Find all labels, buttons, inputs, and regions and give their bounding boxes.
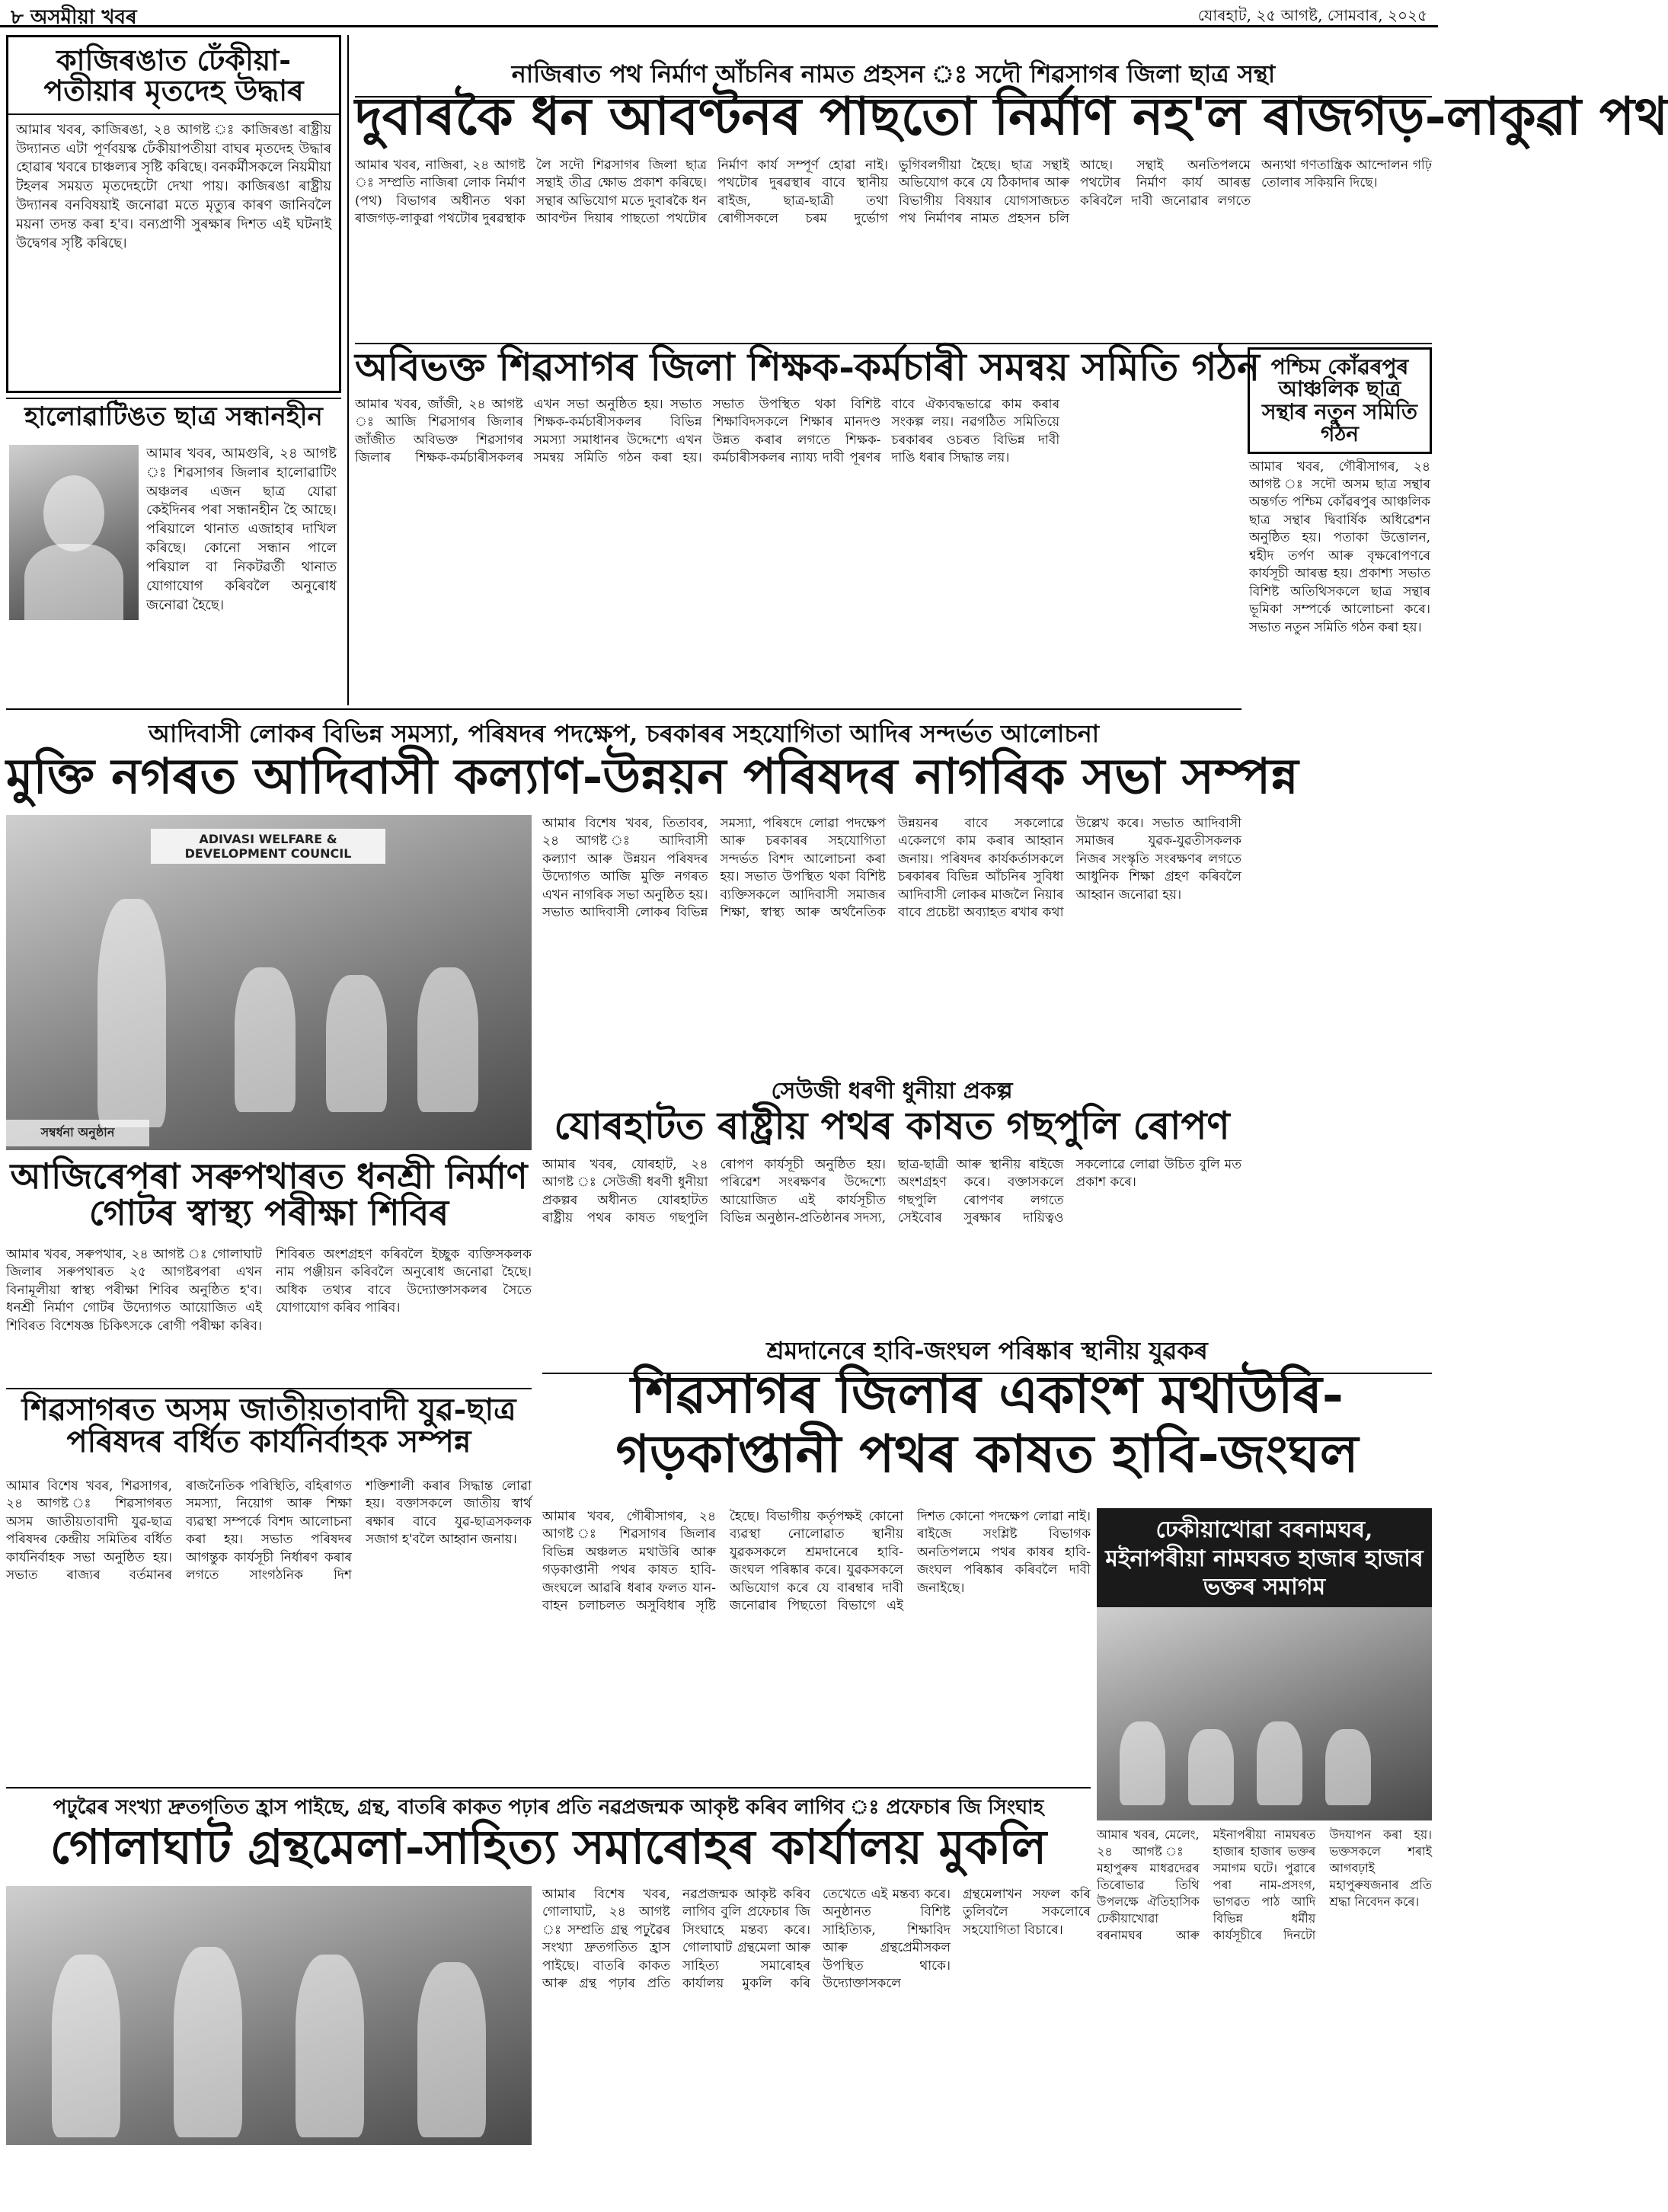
- story-jungle-headline-line1: শিৱসাগৰ জিলাৰ একাংশ মথাউৰি-: [631, 1364, 1344, 1425]
- story-jungle-headline-line2: গড়কাপ্তানী পথৰ কাষত হাবি-জংঘল: [615, 1424, 1359, 1485]
- adivasi-photo-caption: সম্বৰ্ধনা অনুষ্ঠান: [6, 1120, 149, 1146]
- story-halowating: [6, 398, 341, 702]
- student-photo: [9, 445, 139, 620]
- story-teachers-headline: অবিভক্ত শিৱসাগৰ জিলা শিক্ষক-কৰ্মচাৰী সমন্বয় সমিতি গঠন: [355, 344, 1260, 389]
- story-road-body: আমাৰ খবৰ, নাজিৰা, ২৪ আগষ্ট ঃ সম্প্ৰতি নাজিৰা লোক নিৰ্মাণ (পথ) বিভাগৰ অধীনত থকা ৰাজগড়-লাকুৱা পথটোৰ দুৰৱস্থাক লৈ সদৌ শিৱসাগৰ জিলা ছাত্ৰ সন্থাই তীব্ৰ ক্ষোভ প্ৰকাশ কৰিছে। সন্থাৰ অভিযোগ মতে দুবাৰকৈ ধন আবণ্টন দিয়াৰ পাছতো পথটোৰ নিৰ্মাণ কাৰ্য সম্পূৰ্ণ হোৱা নাই। পথটোৰ দুৰৱস্থাৰ বাবে স্থানীয় ৰাইজ, ছাত্ৰ-ছাত্ৰী তথা ৰোগীসকলে চৰম দুৰ্ভোগ ভুগিবলগীয়া হৈছে। ছাত্ৰ সন্থাই অভিযোগ কৰে যে ঠিকাদাৰ আৰু বিভাগীয় বিষয়াৰ যোগসাজচত পথ নিৰ্মাণৰ নামত প্ৰহসন চলি আছে। সন্থাই অনতিপলমে পথটোৰ নিৰ্মাণ কাৰ্য আৰম্ভ কৰিবলৈ দাবী জনোৱাৰ লগতে অন্যথা গণতান্ত্ৰিক আন্দোলন গঢ়ি তোলাৰ সকিয়নি দিছে।: [355, 158, 1432, 227]
- story-bookfair-kicker: পঢ়ুৱৈৰ সংখ্যা দ্ৰুতগতিত হ্ৰাস পাইছে, গ্ৰন্থ, বাতৰি কাকত পঢ়াৰ প্ৰতি নৱপ্ৰজন্মক আকৃষ্ট কৰিব লাগিব ঃ প্ৰফেচাৰ জি সিংঘাহ: [53, 1796, 1044, 1819]
- story-konwarpur-body: আমাৰ খবৰ, গৌৰীসাগৰ, ২৪ আগষ্ট ঃ সদৌ অসম ছাত্ৰ সন্থাৰ অন্তৰ্গত পশ্চিম কোঁৱৰপুৰ আঞ্চলিক ছাত্ৰ সন্থাৰ দ্বিবাৰ্ষিক অধিৱেশন অনুষ্ঠিত হয়। পতাকা উত্তোলন, শ্বহীদ তৰ্পণ আৰু বৃক্ষৰোপণৰে কাৰ্যসূচী আৰম্ভ হয়। প্ৰকাশ্য সভাত বিশিষ্ট অতিথিসকলে ছাত্ৰ সন্থাৰ ভূমিকা সম্পৰ্কে আলোচনা কৰে। সভাত নতুন সমিতি গঠন কৰা হয়।: [1249, 459, 1430, 635]
- story-halowating-headline: হালোৱাটিঙত ছাত্ৰ সন্ধানহীন: [24, 401, 323, 432]
- story-health-camp-body: আমাৰ খবৰ, সৰুপথাৰ, ২৪ আগষ্ট ঃ গোলাঘাট জিলাৰ সৰুপথাৰত ২৫ আগষ্টৰপৰা এখন বিনামূলীয়া স্বাস্থ্য পৰীক্ষা শিবিৰ অনুষ্ঠিত হ'ব। ধনশ্ৰী নিৰ্মাণ গোটৰ উদ্যোগত আয়োজিত এই শিবিৰত বিশেষজ্ঞ চিকিৎসকে ৰোগী পৰীক্ষা কৰিব। শিবিৰত অংশগ্ৰহণ কৰিবলৈ ইচ্ছুক ব্যক্তিসকলক নাম পঞ্জীয়ন কৰিবলৈ অনুৰোধ জনোৱা হৈছে। অধিক তথ্যৰ বাবে উদ্যোক্তাসকলৰ সৈতে যোগাযোগ কৰিব পাৰিব।: [6, 1247, 532, 1334]
- story-halowating-body: আমাৰ খবৰ, আমগুৰি, ২৪ আগষ্ট ঃ শিৱসাগৰ জিলাৰ হালোৱাটিং অঞ্চলৰ এজন ছাত্ৰ যোৱা কেইদিনৰ পৰা সন্ধানহীন হৈ আছে। পৰিয়ালে থানাত এজাহাৰ দাখিল কৰিছে। কোনো সন্ধান পালে পৰিয়াল বা নিকটৱৰ্তী থানাত যোগাযোগ কৰিবলৈ অনুৰোধ জনোৱা হৈছে।: [146, 446, 337, 613]
- bookfair-ribbon-photo: [6, 1886, 532, 2145]
- story-kaziranga: [6, 35, 341, 393]
- story-sapling-headline: যোৰহাটত ৰাষ্ট্ৰীয় পথৰ কাষত গছপুলি ৰোপণ: [554, 1103, 1230, 1148]
- story-adivasi-headline: মুক্তি নগৰত আদিবাসী কল্যাণ-উন্নয়ন পৰিষদৰ নাগৰিক সভা সম্পন্ন: [6, 748, 1299, 805]
- story-health-camp-headline: আজিৰেপৰা সৰুপথাৰত ধনশ্ৰী নিৰ্মাণ গোটৰ স্বাস্থ্য পৰীক্ষা শিবিৰ: [10, 1156, 528, 1234]
- council-banner: ADIVASI WELFARE & DEVELOPMENT COUNCIL: [151, 829, 385, 864]
- story-teachers-body: আমাৰ খবৰ, জাঁজী, ২৪ আগষ্ট ঃ আজি শিৱসাগৰ জিলাৰ জাঁজীত অবিভক্ত শিৱসাগৰ জিলাৰ শিক্ষক-কৰ্মচাৰীসকলৰ এখন সভা অনুষ্ঠিত হয়। সভাত শিক্ষক-কৰ্মচাৰীসকলৰ বিভিন্ন সমস্যা সমাধানৰ উদ্দেশ্যে এখন সমন্বয় সমিতি গঠন কৰা হয়। সভাত উপস্থিত থকা বিশিষ্ট শিক্ষাবিদসকলে শিক্ষাৰ মানদণ্ড উন্নত কৰাৰ লগতে শিক্ষক-কৰ্মচাৰীসকলৰ ন্যায্য দাবী পূৰণৰ বাবে ঐক্যবদ্ধভাৱে কাম কৰাৰ সংকল্প লয়। নৱগঠিত সমিতিয়ে চৰকাৰৰ ওচৰত বিভিন্ন দাবী দাঙি ধৰাৰ সিদ্ধান্ত লয়।: [355, 397, 1060, 466]
- story-bookfair-body: আমাৰ বিশেষ খবৰ, গোলাঘাট, ২৪ আগষ্ট ঃ সম্প্ৰতি গ্ৰন্থ পঢ়ুৱৈৰ সংখ্যা দ্ৰুতগতিত হ্ৰাস পাইছে। বাতৰি কাকত আৰু গ্ৰন্থ পঢ়াৰ প্ৰতি নৱপ্ৰজন্মক আকৃষ্ট কৰিব লাগিব বুলি প্ৰফেচাৰ জি সিংঘাহে মন্তব্য কৰে। গোলাঘাট গ্ৰন্থমেলা আৰু সাহিত্য সমাৰোহৰ কাৰ্যালয় মুকলি কৰি তেখেতে এই মন্তব্য কৰে। অনুষ্ঠানত বিশিষ্ট সাহিত্যিক, শিক্ষাবিদ আৰু গ্ৰন্থপ্ৰেমীসকল উপস্থিত থাকে। উদ্যোক্তাসকলে গ্ৰন্থমেলাখন সফল কৰি তুলিবলৈ সকলোৰে সহযোগিতা বিচাৰে।: [542, 1887, 1091, 1992]
- story-youth-council-body: আমাৰ বিশেষ খবৰ, শিৱসাগৰ, ২৪ আগষ্ট ঃ শিৱসাগৰত অসম জাতীয়তাবাদী যুৱ-ছাত্ৰ পৰিষদৰ কেন্দ্ৰীয় সমিতিৰ বৰ্ধিত কাৰ্যনিৰ্বাহক সভা অনুষ্ঠিত হয়। সভাত ৰাজ্যৰ বৰ্তমানৰ ৰাজনৈতিক পৰিস্থিতি, বহিৰাগত সমস্যা, নিয়োগ আৰু শিক্ষা ব্যৱস্থা সম্পৰ্কে বিশদ আলোচনা কৰা হয়। সভাত পৰিষদৰ আগন্তুক কাৰ্যসূচী নিৰ্ধাৰণ কৰাৰ লগতে সাংগঠনিক দিশ শক্তিশালী কৰাৰ সিদ্ধান্ত লোৱা হয়। বক্তাসকলে জাতীয় স্বাৰ্থ ৰক্ষাৰ বাবে যুৱ-ছাত্ৰসকলক সজাগ হ'বলৈ আহ্বান জনায়।: [6, 1478, 532, 1584]
- story-road-kicker: নাজিৰাত পথ নিৰ্মাণ আঁচনিৰ নামত প্ৰহসন ঃ সদৌ শিৱসাগৰ জিলা ছাত্ৰ সন্থা: [355, 55, 1432, 97]
- page-masthead: [0, 0, 1438, 27]
- story-kaziranga-body: আমাৰ খবৰ, কাজিৰঙা, ২৪ আগষ্ট ঃ কাজিৰঙা ৰাষ্ট্ৰীয় উদ্যানত এটা পূৰ্ণবয়স্ক ঢেঁকীয়াপতীয়া বাঘৰ মৃতদেহ উদ্ধাৰ হোৱাৰ খবৰে চাঞ্চল্যৰ সৃষ্টি কৰিছে। বনকৰ্মীসকলে নিয়মীয়া টহলৰ সময়ত মৃতদেহটো দেখা পায়। কাজিৰঙা ৰাষ্ট্ৰীয় উদ্যানৰ বনবিষয়াই জনোৱা মতে মৃত্যুৰ কাৰণ জানিবলৈ ময়না তদন্ত কৰা হ'ব। বন্যপ্ৰাণী সুৰক্ষাৰ দিশত এই ঘটনাই উদ্বেগৰ সৃষ্টি কৰিছে।: [16, 121, 331, 251]
- section-rule: [6, 1388, 532, 1389]
- story-sapling-kicker: সেউজী ধৰণী ধুনীয়া প্ৰকল্প: [771, 1078, 1013, 1104]
- page-number-brand: ৮ অসমীয়া খবৰ: [11, 6, 137, 29]
- story-namghar-headline: ঢেকীয়াখোৱা বৰনামঘৰ, মইনাপৰীয়া নামঘৰত হাজাৰ হাজাৰ ভক্তৰ সমাগম: [1097, 1508, 1432, 1609]
- story-adivasi-kicker: আদিবাসী লোকৰ বিভিন্ন সমস্যা, পৰিষদৰ পদক্ষেপ, চৰকাৰৰ সহযোগিতা আদিৰ সন্দৰ্ভত আলোচনা: [149, 719, 1099, 748]
- column-rule: [347, 35, 349, 705]
- story-youth-council-headline: শিৱসাগৰত অসম জাতীয়তাবাদী যুৱ-ছাত্ৰ পৰিষদৰ বৰ্ধিত কাৰ্যনিৰ্বাহক সম্পন্ন: [21, 1392, 516, 1459]
- story-namghar-body: আমাৰ খবৰ, মেলেং, ২৪ আগষ্ট ঃ মহাপুৰুষ মাধৱদেৱৰ তিৰোভাৱ তিথি উপলক্ষে ঐতিহাসিক ঢেকীয়াখোৱা বৰনামঘৰ আৰু মইনাপৰীয়া নামঘৰত হাজাৰ হাজাৰ ভক্তৰ সমাগম ঘটে। পুৱাৰে পৰা নাম-প্ৰসংগ, ভাগৱত পাঠ আদি বিভিন্ন ধৰ্মীয় কাৰ্যসূচীৰে দিনটো উদযাপন কৰা হয়। ভক্তসকলে শৰাই আগবঢ়াই মহাপুৰুষজনাৰ প্ৰতি শ্ৰদ্ধা নিবেদন কৰে।: [1097, 1827, 1432, 1943]
- story-bookfair-headline: গোলাঘাট গ্ৰন্থমেলা-সাহিত্য সমাৰোহৰ কাৰ্যালয় মুকলি: [50, 1819, 1047, 1875]
- story-sapling-body: আমাৰ খবৰ, যোৰহাট, ২৪ আগষ্ট ঃ সেউজী ধৰণী ধুনীয়া প্ৰকল্পৰ অধীনত যোৰহাটত ৰাষ্ট্ৰীয় পথৰ কাষত গছপুলি ৰোপণ কাৰ্যসূচী অনুষ্ঠিত হয়। পৰিৱেশ সংৰক্ষণৰ উদ্দেশ্যে আয়োজিত এই কাৰ্যসূচীত বিভিন্ন অনুষ্ঠান-প্ৰতিষ্ঠানৰ সদস্য, ছাত্ৰ-ছাত্ৰী আৰু স্থানীয় ৰাইজে অংশগ্ৰহণ কৰে। বক্তাসকলে গছপুলি ৰোপণৰ লগতে সেইবোৰ সুৰক্ষাৰ দায়িত্বও সকলোৱে লোৱা উচিত বুলি মত প্ৰকাশ কৰে।: [542, 1157, 1241, 1226]
- story-konwarpur-headline: পশ্চিম কোঁৱৰপুৰ আঞ্চলিক ছাত্ৰ সন্থাৰ নতুন সমিতি গঠন: [1248, 347, 1432, 454]
- namghar-photo: [1097, 1607, 1432, 1820]
- story-konwarpur: [1248, 347, 1432, 728]
- story-jungle-body: আমাৰ খবৰ, গৌৰীসাগৰ, ২৪ আগষ্ট ঃ শিৱসাগৰ জিলাৰ বিভিন্ন অঞ্চলত মথাউৰি আৰু গড়কাপ্তানী পথৰ কাষত হাবি-জংঘলে আৱৰি ধৰাৰ ফলত যান-বাহন চলাচলত অসুবিধাৰ সৃষ্টি হৈছে। বিভাগীয় কৰ্তৃপক্ষই কোনো ব্যৱস্থা নোলোৱাত স্থানীয় যুৱকসকলে শ্ৰমদানেৰে হাবি-জংঘল পৰিষ্কাৰ কৰে। যুৱকসকলে অভিযোগ কৰে যে বাৰম্বাৰ দাবী জনোৱাৰ পিছতো বিভাগে এই দিশত কোনো পদক্ষেপ লোৱা নাই। ৰাইজে সংশ্লিষ্ট বিভাগক অনতিপলমে পথৰ কাষৰ হাবি-জংঘল পৰিষ্কাৰ কৰিবলৈ দাবী জনাইছে।: [542, 1509, 1091, 1614]
- section-rule: [6, 708, 1241, 710]
- story-kaziranga-headline: কাজিৰঙাত ঢেঁকীয়া-পতীয়াৰ মৃতদেহ উদ্ধাৰ: [8, 37, 339, 115]
- story-jungle-kicker: শ্ৰমদানেৰে হাবি-জংঘল পৰিষ্কাৰ স্থানীয় যুৱকৰ: [542, 1331, 1432, 1374]
- section-rule: [6, 1787, 1091, 1788]
- issue-date: যোৰহাট, ২৫ আগষ্ট, সোমবাৰ, ২০২৫: [1197, 6, 1427, 24]
- story-adivasi-body: আমাৰ বিশেষ খবৰ, তিতাবৰ, ২৪ আগষ্ট ঃ আদিবাসী কল্যাণ আৰু উন্নয়ন পৰিষদৰ উদ্যোগত আজি মুক্তি নগৰত এখন নাগৰিক সভা অনুষ্ঠিত হয়। সভাত আদিবাসী লোকৰ বিভিন্ন সমস্যা, পৰিষদে লোৱা পদক্ষেপ আৰু চৰকাৰৰ সহযোগিতা সন্দৰ্ভত বিশদ আলোচনা কৰা হয়। সভাত উপস্থিত থকা বিশিষ্ট ব্যক্তিসকলে আদিবাসী সমাজৰ শিক্ষা, স্বাস্থ্য আৰু অৰ্থনৈতিক উন্নয়নৰ বাবে সকলোৱে একেলগে কাম কৰাৰ আহ্বান জনায়। পৰিষদৰ কাৰ্যকৰ্তাসকলে চৰকাৰৰ বিভিন্ন আঁচনিৰ সুবিধা আদিবাসী লোকৰ মাজলৈ নিয়াৰ বাবে প্ৰচেষ্টা অব্যাহত ৰখাৰ কথা উল্লেখ কৰে। সভাত আদিবাসী সমাজৰ যুৱক-যুৱতীসকলক নিজৰ সংস্কৃতি সংৰক্ষণৰ লগতে আধুনিক শিক্ষা গ্ৰহণ কৰিবলৈ আহ্বান জনোৱা হয়।: [542, 816, 1241, 921]
- adivasi-meeting-photo: [6, 815, 532, 1150]
- story-road-headline: দুবাৰকৈ ধন আবণ্টনৰ পাছতো নিৰ্মাণ নহ'ল ৰাজগড়-লাকুৱা পথ: [355, 86, 1668, 147]
